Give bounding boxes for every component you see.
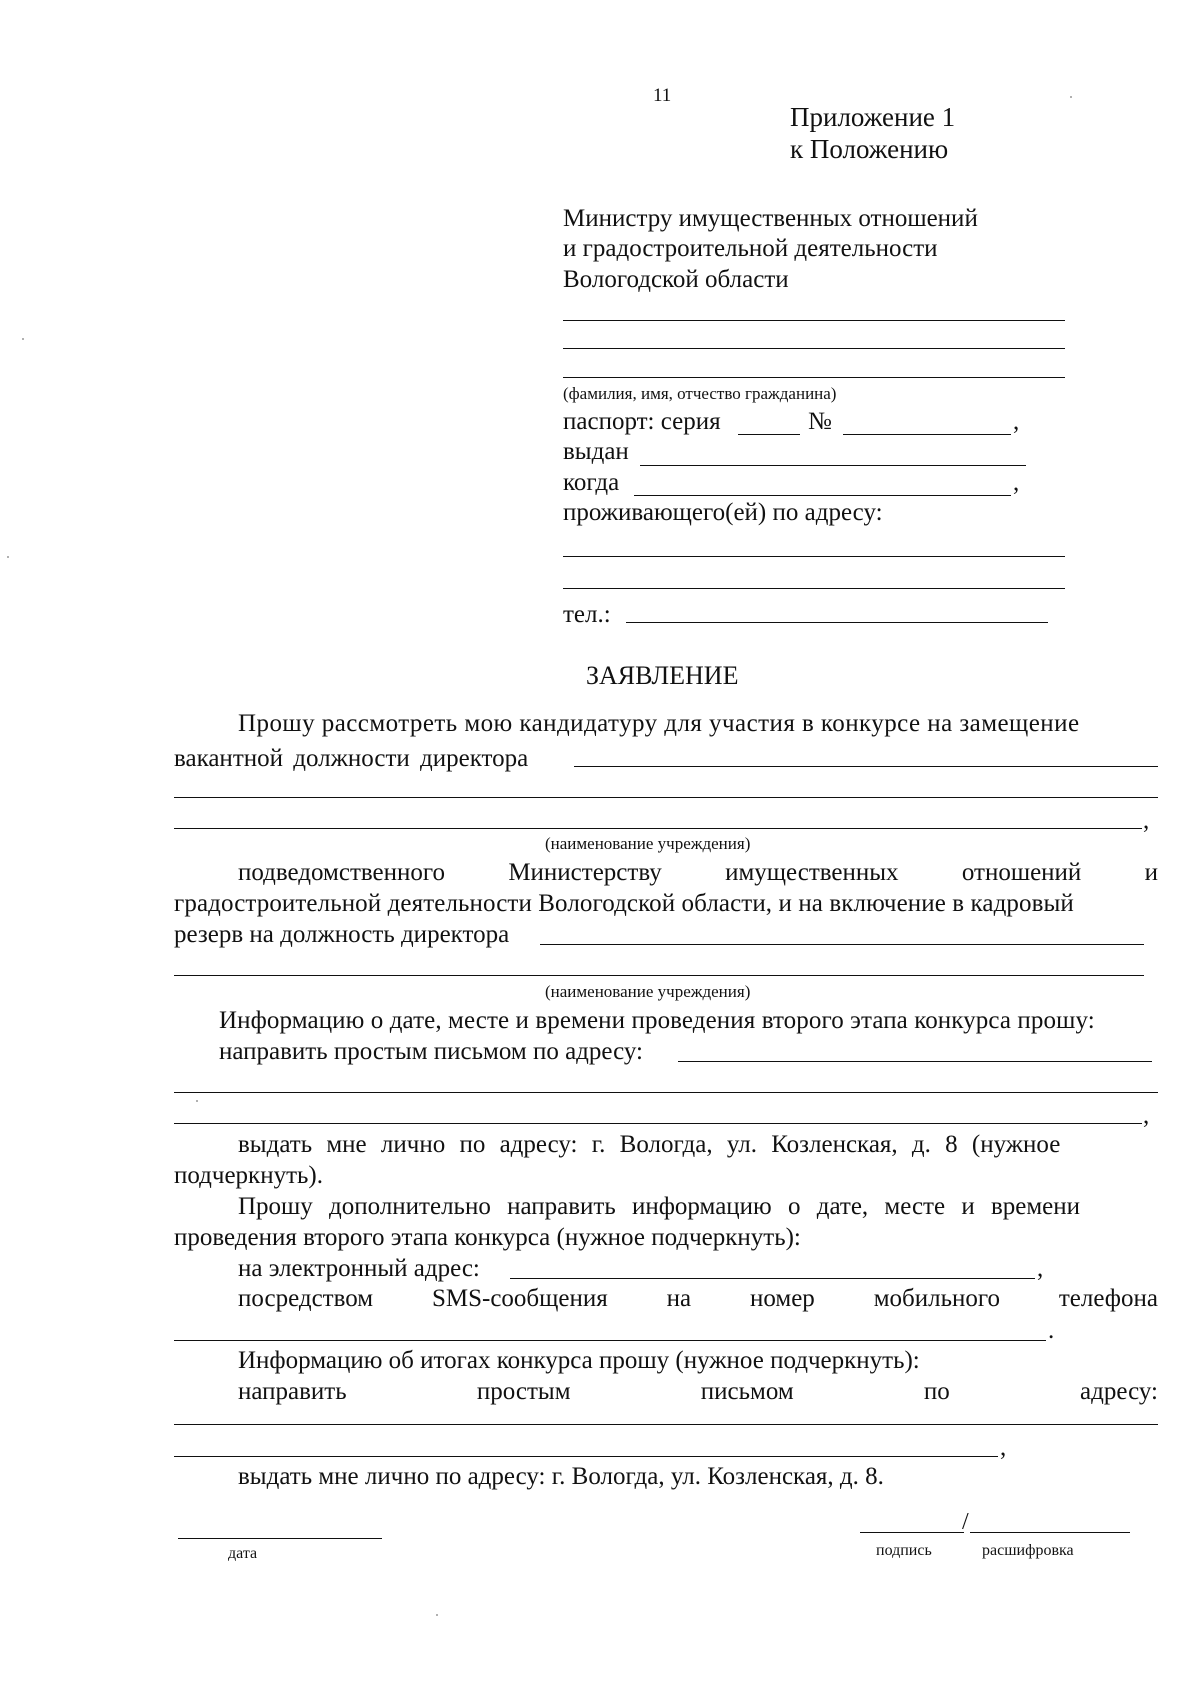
- p2-line-2: градостроительной деятельности Вологодской области, и на включение в кадровый: [174, 890, 1074, 917]
- addressee-line-1: Министру имущественных отношений: [563, 205, 978, 232]
- p2-word-5: и: [1144, 859, 1158, 886]
- p2-line-3-label: резерв на должность директора: [174, 921, 510, 948]
- issued-label: выдан: [563, 438, 629, 465]
- address-label: проживающего(ей) по адресу:: [563, 499, 883, 526]
- p4-line-2: подчеркнуть).: [174, 1162, 323, 1189]
- addressee-line-2: и градостроительной деятельности: [563, 235, 938, 262]
- mail-address-blank-1[interactable]: [678, 1061, 1152, 1062]
- sms-word-1: посредством: [238, 1285, 374, 1312]
- fio-blank-line-1[interactable]: [563, 320, 1065, 321]
- p2-line-1: [238, 858, 1158, 888]
- addressee-line-3: Вологодской области: [563, 266, 789, 293]
- sms-word-4: номер: [749, 1285, 815, 1312]
- p6-line-2: [238, 1377, 1158, 1407]
- when-comma: ,: [1013, 469, 1020, 496]
- scan-speck: [1070, 96, 1072, 98]
- results-address-blank-2[interactable]: [174, 1456, 998, 1457]
- reserve-blank-2[interactable]: [174, 975, 1144, 976]
- mail-address-blank-2[interactable]: [174, 1092, 1158, 1093]
- reserve-blank-1[interactable]: [540, 944, 1144, 945]
- phone-label: тел.:: [563, 601, 611, 628]
- institution-comma-1: ,: [1143, 807, 1150, 834]
- when-blank[interactable]: [634, 495, 1011, 496]
- decoding-blank[interactable]: [970, 1532, 1130, 1533]
- scan-speck: [196, 1100, 198, 1102]
- institution-caption-1: (наименование учреждения): [545, 834, 751, 853]
- p6-word-4: по: [923, 1378, 950, 1405]
- phone-blank[interactable]: [626, 622, 1048, 623]
- number-sign: №: [808, 408, 832, 435]
- email-comma: ,: [1037, 1255, 1044, 1282]
- p2-word-2: Министерству: [508, 859, 662, 886]
- p5-line-2: проведения второго этапа конкурса (нужное подчеркнуть):: [174, 1224, 801, 1251]
- p6-word-1: направить: [238, 1378, 347, 1405]
- scan-speck: [7, 556, 9, 558]
- mail-address-blank-3[interactable]: [174, 1123, 1142, 1124]
- p2-word-4: отношений: [961, 859, 1082, 886]
- date-blank[interactable]: [178, 1538, 382, 1539]
- date-caption: дата: [228, 1545, 258, 1562]
- mail-address-comma: ,: [1143, 1102, 1150, 1129]
- scan-speck: [436, 1614, 438, 1616]
- results-address-blank-1[interactable]: [174, 1424, 1158, 1425]
- sms-line: [238, 1284, 1158, 1314]
- p3-line-2-label: направить простым письмом по адресу:: [219, 1038, 643, 1065]
- issued-blank[interactable]: [640, 465, 1026, 466]
- address-blank-1[interactable]: [563, 556, 1065, 557]
- p5-line-1: Прошу дополнительно направить информацию о дате, месте и времени: [238, 1193, 1081, 1220]
- institution-caption-2: (наименование учреждения): [545, 982, 751, 1001]
- scan-speck: [22, 338, 24, 340]
- when-label: когда: [563, 469, 620, 496]
- p6-word-3: письмом: [700, 1378, 794, 1405]
- signature-blank[interactable]: [860, 1532, 964, 1533]
- signature-caption: подпись: [876, 1542, 932, 1559]
- statement-title: ЗАЯВЛЕНИЕ: [586, 661, 739, 690]
- phone-number-blank[interactable]: [174, 1340, 1046, 1341]
- p1-line-2-label: вакантной должности директора: [174, 745, 529, 772]
- passport-label: паспорт: серия: [563, 408, 721, 435]
- institution-blank-2[interactable]: [174, 797, 1158, 798]
- sms-word-2: SMS-сообщения: [431, 1285, 608, 1312]
- results-address-comma: ,: [1000, 1434, 1007, 1461]
- p6-line-1: Информацию об итогах конкурса прошу (нужное подчеркнуть):: [238, 1347, 920, 1374]
- fio-blank-line-3[interactable]: [563, 377, 1065, 378]
- institution-blank-1[interactable]: [574, 766, 1158, 767]
- decoding-caption: расшифровка: [982, 1542, 1074, 1559]
- fio-caption: (фамилия, имя, отчество гражданина): [563, 384, 837, 403]
- email-blank[interactable]: [510, 1278, 1035, 1279]
- p6-word-2: простым: [476, 1378, 571, 1405]
- sms-word-3: на: [666, 1285, 692, 1312]
- appendix-line-2: к Положению: [790, 134, 949, 164]
- p6-word-5: адресу:: [1080, 1378, 1158, 1405]
- p4-line-1: выдать мне лично по адресу: г. Вологда, ул. Козленская, д. 8 (нужное: [238, 1131, 1061, 1158]
- passport-series-blank[interactable]: [738, 434, 800, 435]
- p2-word-1: подведомственного: [238, 859, 446, 886]
- fio-blank-line-2[interactable]: [563, 348, 1065, 349]
- sms-word-6: телефона: [1058, 1285, 1158, 1312]
- page-number: 11: [653, 85, 672, 106]
- p3-line-1: Информацию о дате, месте и времени проведения второго этапа конкурса прошу:: [219, 1007, 1095, 1034]
- passport-number-blank[interactable]: [843, 434, 1011, 435]
- passport-comma: ,: [1013, 408, 1020, 435]
- p2-word-3: имущественных: [725, 859, 899, 886]
- phone-number-period: .: [1048, 1317, 1055, 1344]
- institution-blank-3[interactable]: [174, 828, 1142, 829]
- signature-slash: /: [962, 1509, 969, 1535]
- email-label: на электронный адрес:: [238, 1255, 480, 1282]
- p1-line-1: Прошу рассмотреть мою кандидатуру для участия в конкурсе на замещение: [238, 710, 1080, 737]
- p7-line-1: выдать мне лично по адресу: г. Вологда, ул. Козленская, д. 8.: [238, 1463, 884, 1490]
- appendix-line-1: Приложение 1: [790, 102, 956, 132]
- sms-word-5: мобильного: [873, 1285, 1000, 1312]
- address-blank-2[interactable]: [563, 588, 1065, 589]
